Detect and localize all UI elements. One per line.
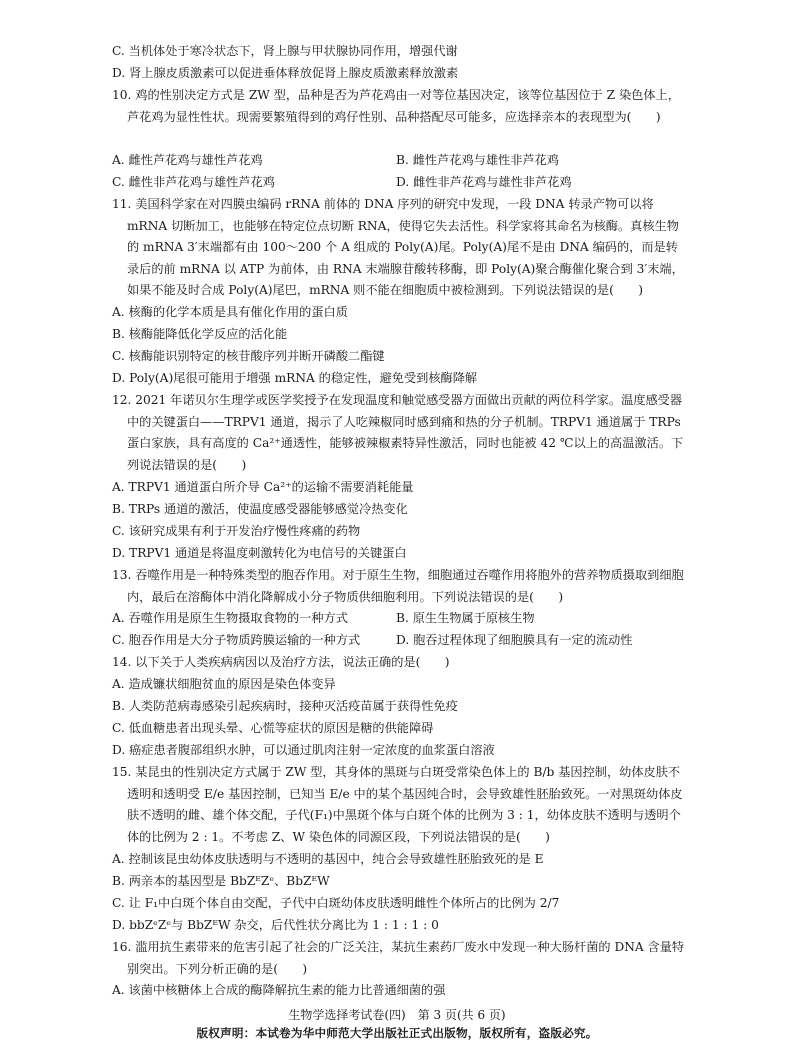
q13-option-a: A. 吞噬作用是原生生物摄取食物的一种方式 [112, 611, 348, 625]
option-c-prev: C. 当机体处于寒冷状态下，肾上腺与甲状腺协同作用，增强代谢 [112, 44, 458, 58]
q11-option-b: B. 核酶能降低化学反应的活化能 [112, 327, 288, 341]
q15-option-a: A. 控制该昆虫幼体皮肤透明与不透明的基因中，纯合会导致雄性胚胎致死的是 E [112, 852, 544, 866]
question-16-stem: 16. 滥用抗生素带来的危害引起了社会的广泛关注，某抗生素药厂废水中发现一种大肠杆菌的 DNA 含量特别突出。下列分析正确的是( ) [112, 940, 685, 976]
option-d-prev: D. 肾上腺皮质激素可以促进垂体释放促肾上腺皮质激素释放激素 [112, 66, 459, 80]
q10-option-b: B. 雌性芦花鸡与雄性非芦花鸡 [396, 153, 559, 167]
q12-option-b: B. TRPs 通道的激活，使温度感受器能够感觉冷热变化 [112, 502, 408, 516]
q15-option-c: C. 让 F₁中白斑个体自由交配，子代中白斑幼体皮肤透明雌性个体所占的比例为 2/7 [112, 896, 560, 910]
q11-option-c: C. 核酶能识别特定的核苷酸序列并断开磷酸二酯键 [112, 349, 385, 363]
q12-option-c: C. 该研究成果有利于开发治疗慢性疼痛的药物 [112, 524, 361, 538]
question-14-stem: 14. 以下关于人类疾病病因以及治疗方法，说法正确的是( ) [112, 655, 450, 669]
q12-option-d: D. TRPV1 通道是将温度刺激转化为电信号的关键蛋白 [112, 546, 407, 560]
q14-option-a: A. 造成镰状细胞贫血的原因是染色体变异 [112, 677, 336, 691]
q10-option-c: C. 雌性非芦花鸡与雄性芦花鸡 [112, 175, 275, 189]
q11-option-d: D. Poly(A)尾很可能用于增强 mRNA 的稳定性，避免受到核酶降解 [112, 371, 478, 385]
page-footer: 生物学选择考试卷(四) 第 3 页(共 6 页) [288, 1008, 506, 1022]
q14-option-b: B. 人类防范病毒感染引起疾病时，接种灭活疫苗属于获得性免疫 [112, 699, 458, 713]
q11-option-a: A. 核酶的化学本质是具有催化作用的蛋白质 [112, 305, 348, 319]
q13-option-c: C. 胞吞作用是大分子物质跨膜运输的一种方式 [112, 633, 361, 647]
question-15-stem: 15. 某昆虫的性别决定方式属于 ZW 型，其身体的黑斑与白斑受常染色体上的 B/b 基因控制，幼体皮肤不透明和透明受 E/e 基因控制，已知当 E/e 中的某个基因纯合时，会导致雄性胚胎致死。一对黑斑幼体皮肤不透明的雌、雄个体交配，子代(F₁)中黑斑个体与白斑个体的比例为 3 : 1，幼体皮肤不透明与透明个体的比例为 2 : 1。不考虑 Z、W 染色体的同源区段，下列说法错误的是( ) [112, 765, 683, 844]
q15-option-b: B. 两亲本的基因型是 BbZᴱZᵉ、BbZᴱW [112, 874, 330, 888]
q13-option-d: D. 胞吞过程体现了细胞膜具有一定的流动性 [396, 633, 633, 647]
q10-option-a: A. 雌性芦花鸡与雄性芦花鸡 [112, 153, 263, 167]
q10-option-d: D. 雌性非芦花鸡与雄性非芦花鸡 [396, 175, 572, 189]
q15-option-d: D. bbZᵉZᵉ与 BbZᴱW 杂交，后代性状分离比为 1 : 1 : 1 : 0 [112, 918, 439, 932]
question-10-stem: 10. 鸡的性别决定方式是 ZW 型，品种是否为芦花鸡由一对等位基因决定，该等位基因位于 Z 染色体上，芦花鸡为显性性状。现需要繁殖得到的鸡仔性别、品种搭配尽可能多，应选择亲本的表现型为( ) [112, 88, 680, 124]
q14-option-d: D. 癌症患者腹部组织水肿，可以通过肌肉注射一定浓度的血浆蛋白溶液 [112, 743, 495, 757]
q16-option-a: A. 该菌中核糖体上合成的酶降解抗生素的能力比普通细菌的强 [112, 983, 446, 997]
question-11-stem: 11. 美国科学家在对四膜虫编码 rRNA 前体的 DNA 序列的研究中发现，一段 DNA 转录产物可以将 mRNA 切断加工，也能够在特定位点切断 RNA，使得它失去活性。科学家将其命名为核酶。真核生物的 mRNA 3′末端都有由 100～200 个 A 组成的 Poly(A)尾。Poly(A)尾不是由 DNA 编码的，而是转录后的前 mRNA 以 ATP 为前体，由 RNA 末端腺苷酸转移酶，即 Poly(A)聚合酶催化聚合到 3′末端，如果不能及时合成 Poly(A)尾巴，mRNA 则不能在细胞质中被检测到。下列说法错误的是( ) [112, 197, 684, 298]
question-12-stem: 12. 2021 年诺贝尔生理学或医学奖授予在发现温度和触觉感受器方面做出贡献的两位科学家。温度感受器中的关键蛋白——TRPV1 通道，揭示了人吃辣椒同时感到痛和热的分子机制。TRPV1 通道属于 TRPs 蛋白家族，具有高度的 Ca²⁺通透性，能够被辣椒素特异性激活，同时也能被 42 ℃以上的高温激活。下列说法错误的是( ) [112, 393, 684, 472]
q13-option-b: B. 原生生物属于原核生物 [396, 611, 535, 625]
copyright-notice: 版权声明：本试卷为华中师范大学出版社正式出版物，版权所有，盗版必究。 [196, 1026, 598, 1040]
question-13-stem: 13. 吞噬作用是一种特殊类型的胞吞作用。对于原生生物，细胞通过吞噬作用将胞外的营养物质摄取到细胞内，最后在溶酶体中消化降解成小分子物质供细胞利用。下列说法错误的是( ) [112, 568, 684, 604]
q14-option-c: C. 低血糖患者出现头晕、心慌等症状的原因是糖的供能障碍 [112, 721, 434, 735]
q12-option-a: A. TRPV1 通道蛋白所介导 Ca²⁺的运输不需要消耗能量 [112, 480, 414, 494]
